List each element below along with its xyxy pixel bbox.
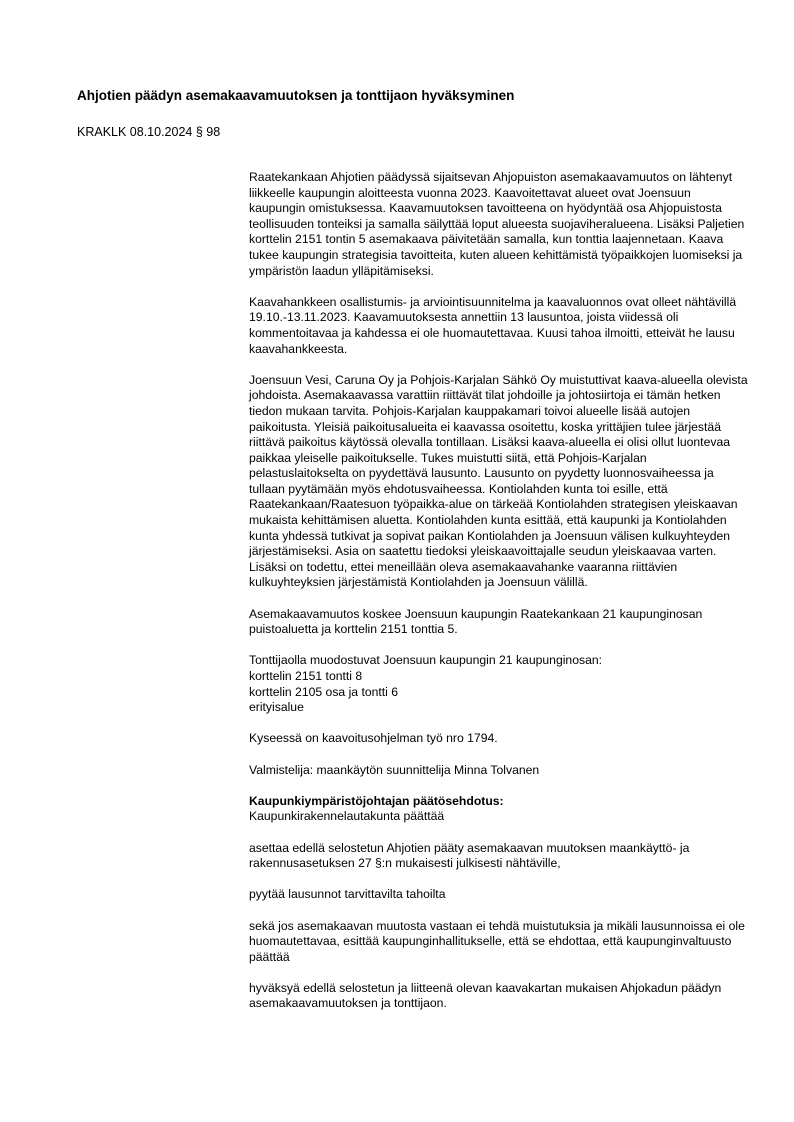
plot-division-item: korttelin 2151 tontti 8 [249, 669, 363, 683]
document-body [249, 170, 749, 1028]
document-title: Ahjotien päädyn asemakaavamuutoksen ja tonttijaon hyväksyminen [77, 88, 515, 103]
paragraph-decision-3: sekä jos asemakaavan muutosta vastaan ei tehdä muistutuksia ja mikäli lausunnoissa ei ole huomautettavaa, esittää kaupunginhallitukselle, että se ehdottaa, että kaupunginvaltuusto päättää [249, 918, 745, 964]
plot-division-item: erityisalue [249, 700, 304, 715]
paragraph-decision-4: hyväksyä edellä selostetun ja liitteenä olevan kaavakartan mukaisen Ahjokadun päädyn asemakaavamuutoksen ja tonttijaon. [249, 980, 722, 1011]
paragraph-decision-1: asettaa edellä selostetun Ahjotien pääty asemakaavan muutoksen maankäyttö- ja rakennusasetuksen 27 §:n mukaisesti julkisesti nähtäville, [249, 840, 690, 871]
meeting-reference: KRAKLK 08.10.2024 § 98 [77, 125, 221, 139]
proposal-heading: Kaupunkiympäristöjohtajan päätösehdotus: [249, 793, 504, 808]
plot-division-item: korttelin 2105 osa ja tontti 6 [249, 684, 399, 699]
paragraph-participation: Kaavahankkeen osallistumis- ja arviointisuunnitelma ja kaavaluonnos ovat olleet nähtävillä 19.10.-13.11.2023. Kaavamuutoksesta annettiin 13 lausuntoa, joista viidessä oli kommentoitavaa ja kahdessa ei ole huomautettavaa. Kuusi tahoa ilmoitti, etteivät he lausu kaavahankkeesta. [249, 294, 737, 356]
paragraph-preparer: Valmistelija: maankäytön suunnittelija Minna Tolvanen [249, 762, 540, 777]
paragraph-background: Raatekankaan Ahjotien päädyssä sijaitsevan Ahjopuiston asemakaavamuutos on lähtenyt liikkeelle kaupungin aloitteesta vuonna 2023. Kaavoitettavat alueet ovat Joensuun kaupungin omistuksessa. Kaavamuutoksen tavoitteena on hyödyntää osa Ahjopuistosta teollisuuden tonteiksi ja samalla säilyttää loput alueesta suojaviheralueena. Lisäksi Paljetien korttelin 2151 tontin 5 asemakaava päivitetään samalla, kun tonttia laajennetaan. Kaava tukee kaupungin strategisia tavoitteita, kuten alueen kehittämistä työpaikkojen luomiseksi ja ympäristön laadun ylläpitämiseksi. [249, 170, 745, 278]
paragraph-work-number: Kyseessä on kaavoitusohjelman työ nro 1794. [249, 731, 498, 746]
plot-division-intro: Tonttijaolla muodostuvat Joensuun kaupungin 21 kaupunginosan: [249, 653, 603, 668]
paragraph-statements: Joensuun Vesi, Caruna Oy ja Pohjois-Karjalan Sähkö Oy muistuttivat kaava-alueella olevista johdoista. Asemakaavassa varattiin riittävät tilat johdoille ja johtosiirtoja ei tämän hetken tiedon mukaan tarvita. Pohjois-Karjalan kauppakamari toivoi alueelle lisää autojen paikoitusta. Yleisiä paikoitusalueita ei kaavassa osoitettu, koska yrittäjien tulee järjestää riittävä paikoitus käytössä olevalla tontillaan. Lisäksi kaava-alueella ei olisi ollut luontevaa paikkaa yleiselle paikoitukselle. Tukes muistutti siitä, että Pohjois-Karjalan pelastuslaitokselta on pyydettävä lausunto. Lausunto on pyydetty luonnosvaiheessa ja tullaan pyytämään myös ehdotusvaiheessa. Kontiolahden kunta toi esille, että Raatekankaan/Raatesuon työpaikka-alue on tärkeää Kontiolahden strategisen yleiskaavan mukaista kehittämisen aluetta. Kontiolahden kunta esittää, että kaupunki ja Kontiolahden kunta yhdessä tutkivat ja sopivat paikan Kontiolahden ja Joensuun välisen kulkuyhteyden järjestämiseksi. Asia on saatettu tiedoksi yleiskaavoittajalle seudun yleiskaavaa varten. Lisäksi on todettu, ettei meneillään oleva asemakaavahanke vaaranna riittävien kulkuyhteyksien järjestämistä Kontiolahden ja Joensuun välillä. [249, 372, 748, 590]
proposal-subject: Kaupunkirakennelautakunta päättää [249, 809, 445, 824]
paragraph-plot-division [249, 653, 749, 715]
proposal-block [249, 794, 749, 825]
paragraph-decision-2: pyytää lausunnot tarvittavilta tahoilta [249, 887, 446, 902]
paragraph-scope: Asemakaavamuutos koskee Joensuun kaupungin Raatekankaan 21 kaupunginosan puistoaluetta ja korttelin 2151 tonttia 5. [249, 606, 703, 637]
